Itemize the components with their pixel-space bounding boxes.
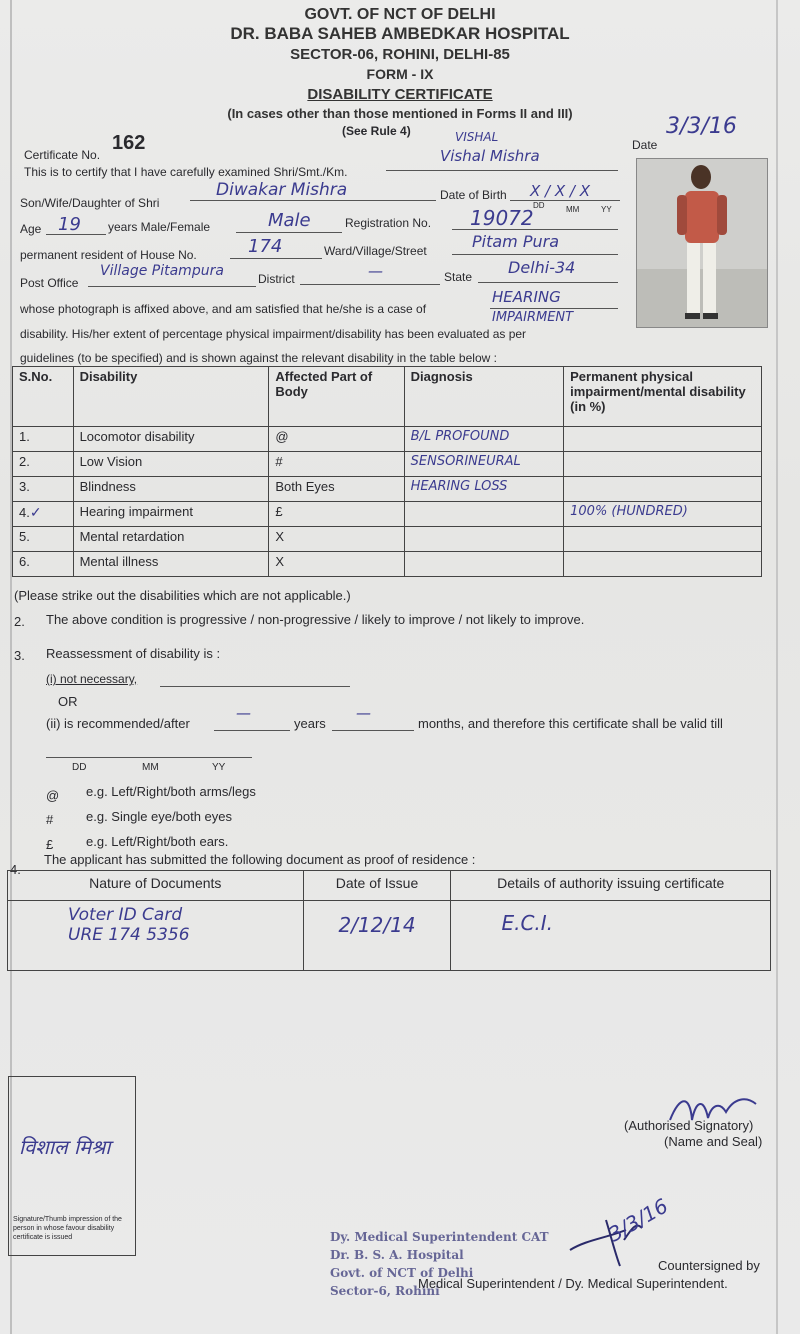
certify-text: This is to certify that I have carefully examined Shri/Smt./Km. [24,165,348,179]
certificate-subtitle: (In cases other than those mentioned in Forms II and III) [227,106,573,121]
district-value: — [368,262,383,280]
cell-disability: Mental retardation [73,527,269,552]
cell-part: X [269,552,404,577]
applicant-signature: विशाल मिश्रा [19,1135,111,1159]
doc-nature [8,901,304,971]
guidelines-text: guidelines (to be specified) and is shown against the relevant disability in the table below : [20,351,497,365]
cell-disability: Low Vision [73,452,269,477]
cell-sno: 2. [13,452,74,477]
documents-table [7,870,771,971]
symbol-pound-text: e.g. Left/Right/both ears. [86,834,229,849]
reg-label: Registration No. [345,216,432,230]
header-govt: GOVT. OF NCT OF DELHI [304,6,496,23]
col-percent: Permanent physical impairment/mental disability (in %) [564,367,762,427]
state-label: State [444,270,473,284]
tick-icon: ✓ [29,504,42,520]
stamp-line-1: Dy. Medical Superintendent CAT [330,1230,549,1244]
note-3-ii-b: months, and therefore this certificate shall be valid till [418,716,723,731]
years-dash: — [236,704,251,722]
district-label: District [258,272,295,286]
dob-yy: YY [601,205,612,214]
cell-percent [564,452,762,477]
doc-authority: E.C.I. [451,901,771,971]
name-above: VISHAL [455,130,499,144]
col-date-issue: Date of Issue [303,871,451,901]
ward-value: Pitam Pura [472,232,560,251]
header-form: FORM - IX [366,66,434,82]
cell-sno: 5. [13,527,74,552]
cell-part: # [269,452,404,477]
cell-percent [564,527,762,552]
rule-note: (See Rule 4) [342,124,411,138]
cell-diagnosis: HEARING LOSS [404,477,563,502]
post-office-label: Post Office [20,276,79,290]
cell-disability: Mental illness [73,552,269,577]
cell-part: @ [269,427,404,452]
note-3-ii: (ii) is recommended/after [46,716,190,731]
cell-disability: Locomotor disability [73,427,269,452]
header-address: SECTOR-06, ROHINI, DELHI-85 [290,46,510,63]
table-row [13,527,762,552]
applicant-photo [636,158,768,328]
certificate-title: DISABILITY CERTIFICATE [307,86,493,103]
stamp-line-4: Sector-6, Rohini [330,1284,440,1298]
sex-value: Male [268,210,311,231]
doc-line-2: URE 174 5356 [68,925,190,945]
cell-diagnosis [404,552,563,577]
table-row [13,477,762,502]
disability-text: disability. His/her extent of percentage physical impairment/disability has been evaluated as per [20,327,527,341]
date-value: 3/3/16 [666,114,737,139]
doc-line-1: Voter ID Card [68,905,183,925]
thumb-caption: Signature/Thumb impression of the person in whose favour disability certificate is issued [13,1216,122,1241]
col-part: Affected Part of Body [269,367,404,427]
col-authority: Details of authority issuing certificate [451,871,771,901]
age-label: Age [20,222,42,236]
age-value: 19 [58,214,81,235]
case-value: HEARING [492,288,561,306]
cell-diagnosis: B/L PROFOUND [404,427,563,452]
symbol-pound: £ [46,837,54,852]
symbol-hash-text: e.g. Single eye/both eyes [86,809,232,824]
cell-part: £ [269,502,404,527]
name-and-seal: (Name and Seal) [664,1134,763,1149]
cell-part: X [269,527,404,552]
header-hospital: DR. BABA SAHEB AMBEDKAR HOSPITAL [230,24,570,43]
dob-value: X / X / X [530,182,591,200]
cell-sno: 3. [13,477,74,502]
dob-dd: DD [533,201,545,210]
valid-dd: DD [72,762,87,773]
strike-note: (Please strike out the disabilities which are not applicable.) [14,588,351,603]
note-3-num: 3. [14,648,25,663]
cell-percent: 100% (HUNDRED) [564,502,762,527]
note-3: Reassessment of disability is : [46,646,221,661]
cell-sno: 6. [13,552,74,577]
note-3-i: (i) not necessary, [46,672,138,686]
case-value-2: IMPAIRMENT [492,310,574,325]
note-4: The applicant has submitted the following document as proof of residence : [44,852,476,867]
col-nature: Nature of Documents [8,871,304,901]
symbol-at-text: e.g. Left/Right/both arms/legs [86,784,256,799]
medical-superintendent: Medical Superintendent / Dy. Medical Superintendent. [418,1276,728,1291]
stamp-line-3: Govt. of NCT of Delhi [330,1266,474,1280]
symbol-at: @ [46,788,60,803]
house-label: permanent resident of House No. [20,248,197,262]
cell-diagnosis [404,502,563,527]
cell-sno [13,502,74,527]
house-value: 174 [248,236,283,257]
cell-diagnosis: SENSORINEURAL [404,452,563,477]
cell-percent [564,427,762,452]
note-2-num: 2. [14,614,25,629]
col-disability: Disability [73,367,269,427]
post-office-value: Village Pitampura [100,263,224,279]
table-row [13,552,762,577]
person-photo-icon [637,159,767,327]
col-sno: S.No. [13,367,74,427]
applicant-signature-box [8,1076,136,1256]
date-label: Date [632,138,658,152]
col-diagnosis: Diagnosis [404,367,563,427]
note-2: The above condition is progressive / non-progressive / likely to improve / not likely to improve. [46,612,585,627]
note-4-num: 4. [10,862,21,877]
table-row [13,502,762,527]
state-value: Delhi-34 [508,258,576,277]
or-label: OR [58,694,78,709]
son-of-label: Son/Wife/Daughter of Shri [20,196,160,210]
dob-label: Date of Birth [440,188,507,202]
cell-sno-text: 4. [19,505,30,520]
symbol-hash: # [46,812,54,827]
certificate-no-value: 162 [112,132,146,154]
valid-mm: MM [142,762,159,773]
certificate-no-label: Certificate No. [24,148,101,162]
table-row [8,901,771,971]
cell-part: Both Eyes [269,477,404,502]
years-label: years Male/Female [108,220,211,234]
table-row [13,427,762,452]
valid-yy: YY [212,762,226,773]
cell-disability: Hearing impairment [73,502,269,527]
photo-text: whose photograph is affixed above, and am satisfied that he/she is a case of [20,302,427,316]
authorised-signatory: (Authorised Signatory) [624,1118,754,1133]
doc-date: 2/12/14 [303,901,451,971]
father-name: Diwakar Mishra [216,180,348,200]
countersigned-by: Countersigned by [658,1258,760,1273]
cell-diagnosis [404,527,563,552]
patient-name: Vishal Mishra [440,147,540,165]
stamp-line-2: Dr. B. S. A. Hospital [330,1248,464,1262]
cell-sno: 1. [13,427,74,452]
cell-percent [564,477,762,502]
months-dash: — [356,704,371,722]
table-row [13,452,762,477]
dob-mm: MM [566,205,580,214]
countersign-date: 3/3/16 [604,1193,673,1247]
cell-disability: Blindness [73,477,269,502]
disability-table [12,366,762,577]
ward-label: Ward/Village/Street [324,244,427,258]
cell-percent [564,552,762,577]
years-label-2: years [294,716,326,731]
reg-value: 19072 [470,206,534,230]
